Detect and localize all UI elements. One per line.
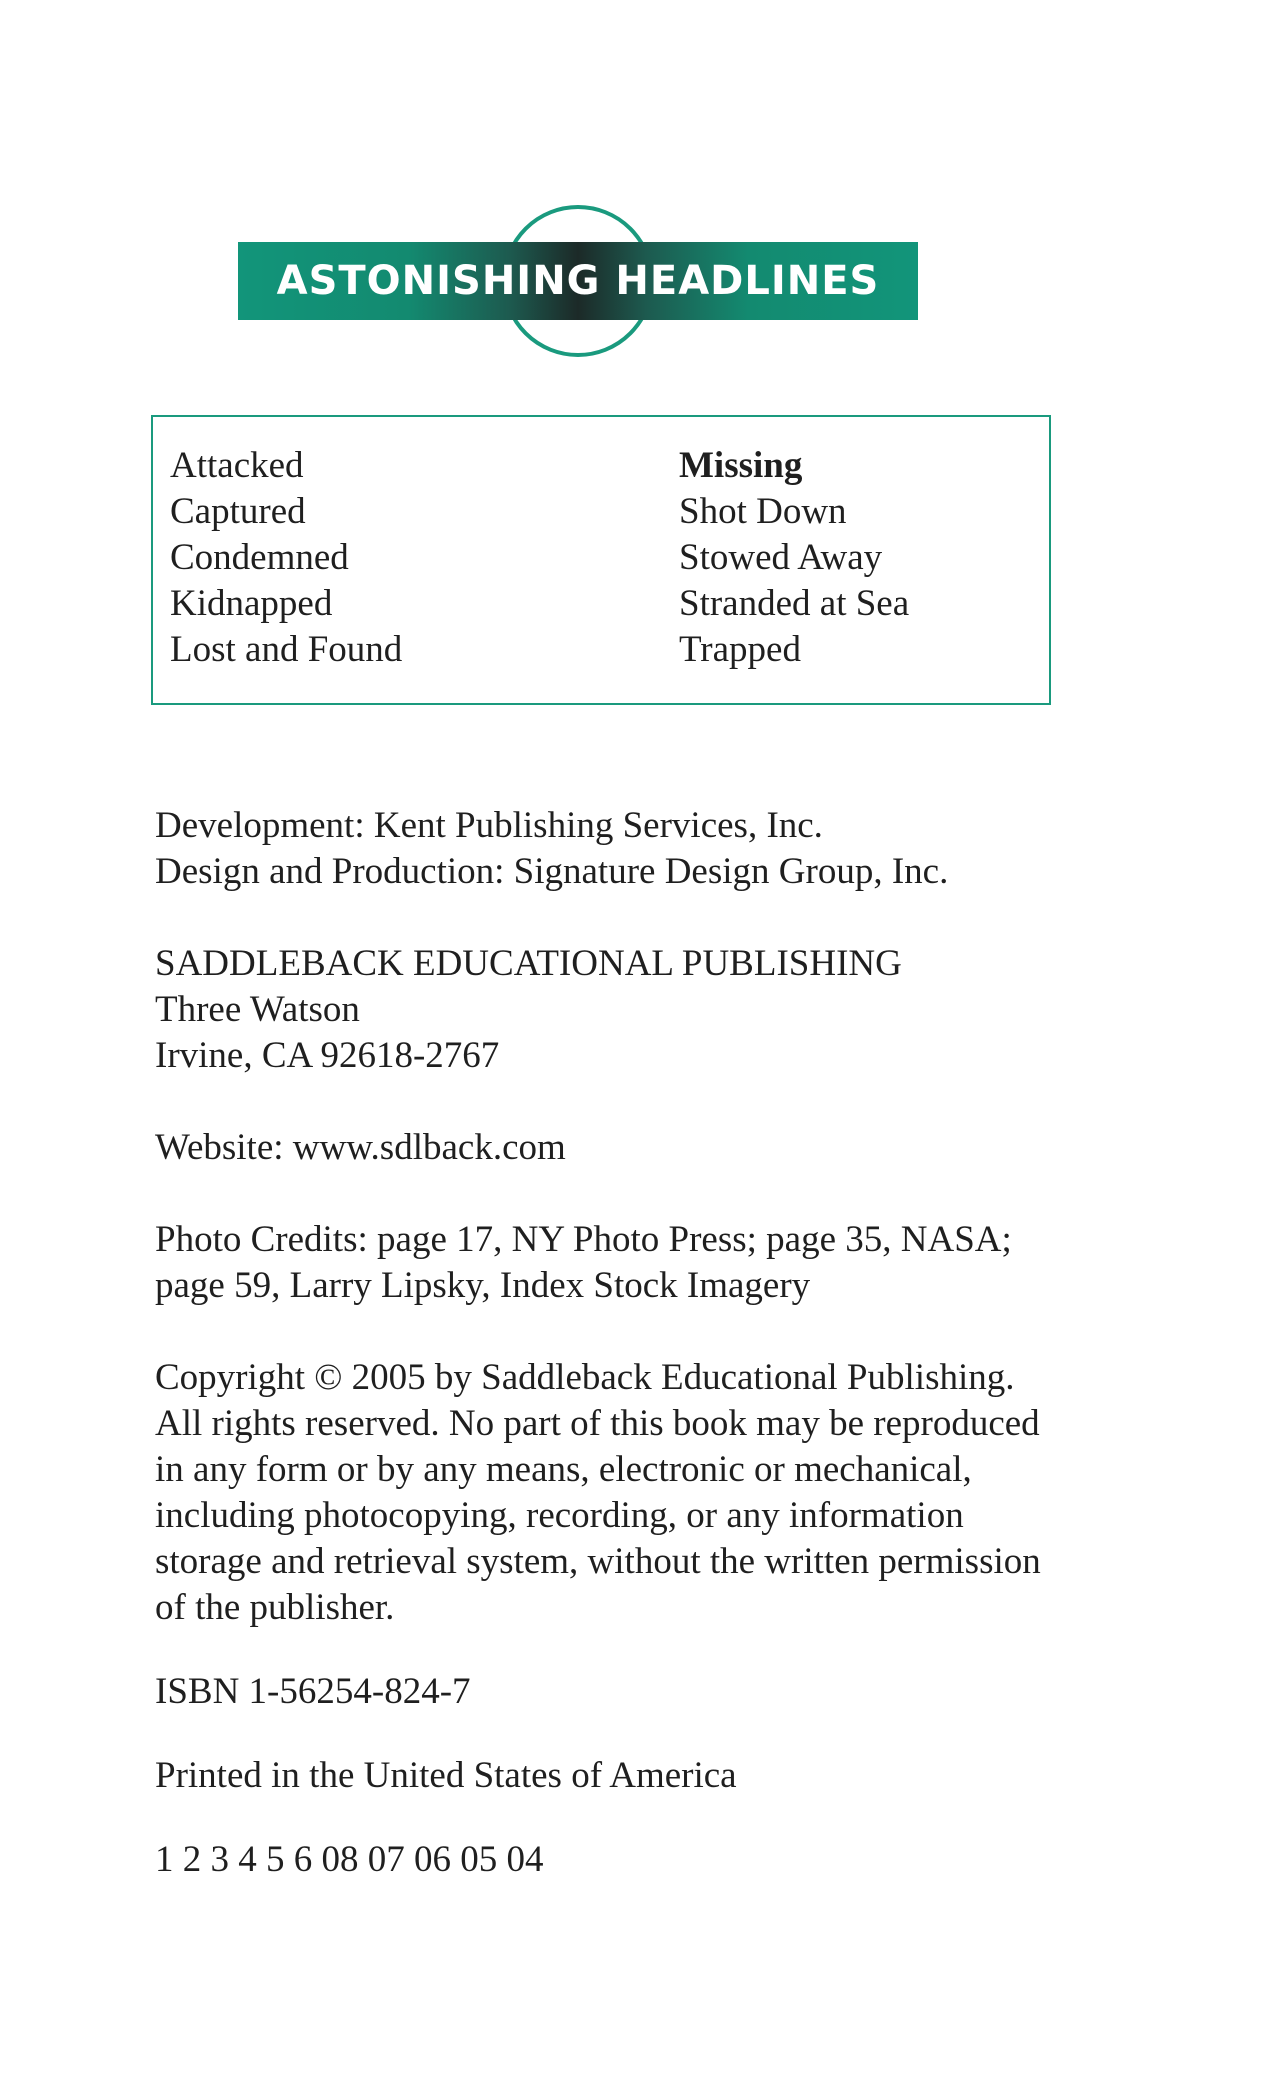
series-titles-right-column — [679, 443, 909, 673]
design-credit: Design and Production: Signature Design Group, Inc. — [155, 851, 949, 892]
series-title-item: Attacked — [170, 445, 304, 486]
copyright-line: Copyright © 2005 by Saddleback Educational Publishing. — [155, 1357, 1015, 1398]
copyright-line: in any form or by any means, electronic or mechanical, — [155, 1449, 972, 1490]
series-title-item: Shot Down — [679, 491, 847, 532]
copyright-line: storage and retrieval system, without the written permission — [155, 1541, 1041, 1582]
website-line: Website: www.sdlback.com — [155, 1127, 566, 1168]
development-credit: Development: Kent Publishing Services, Inc. — [155, 805, 823, 846]
series-titles-left-column — [170, 443, 402, 673]
printed-in: Printed in the United States of America — [155, 1755, 737, 1796]
colophon — [155, 803, 1105, 1929]
production-credits — [155, 803, 1105, 895]
copyright-notice — [155, 1355, 1105, 1631]
isbn: ISBN 1-56254-824-7 — [155, 1671, 471, 1712]
print-line: 1 2 3 4 5 6 08 07 06 05 04 — [155, 1839, 544, 1880]
copyright-line: of the publisher. — [155, 1587, 395, 1628]
photo-credits — [155, 1217, 1105, 1309]
copyright-line: All rights reserved. No part of this book may be reproduced — [155, 1403, 1040, 1444]
publisher-address — [155, 941, 1105, 1079]
series-title-item: Captured — [170, 491, 306, 532]
series-title-item: Lost and Found — [170, 629, 403, 670]
copyright-line: including photocopying, recording, or any information — [155, 1495, 964, 1536]
publisher-street: Three Watson — [155, 989, 360, 1030]
series-titles-box — [151, 415, 1051, 705]
photo-credits-line: page 59, Larry Lipsky, Index Stock Imagery — [155, 1265, 811, 1306]
series-title-item: Trapped — [679, 629, 801, 670]
series-logo — [238, 204, 918, 358]
photo-credits-line: Photo Credits: page 17, NY Photo Press; page 35, NASA; — [155, 1219, 1012, 1260]
publisher-city: Irvine, CA 92618-2767 — [155, 1035, 500, 1076]
publisher-name: SADDLEBACK EDUCATIONAL PUBLISHING — [155, 943, 902, 984]
series-title-item: Kidnapped — [170, 583, 333, 624]
series-title-item: Condemned — [170, 537, 349, 578]
series-title-item: Stowed Away — [679, 537, 883, 578]
series-title-item-current: Missing — [679, 445, 803, 486]
series-logo-title: ASTONISHING HEADLINES — [276, 258, 880, 304]
series-title-item: Stranded at Sea — [679, 583, 910, 624]
